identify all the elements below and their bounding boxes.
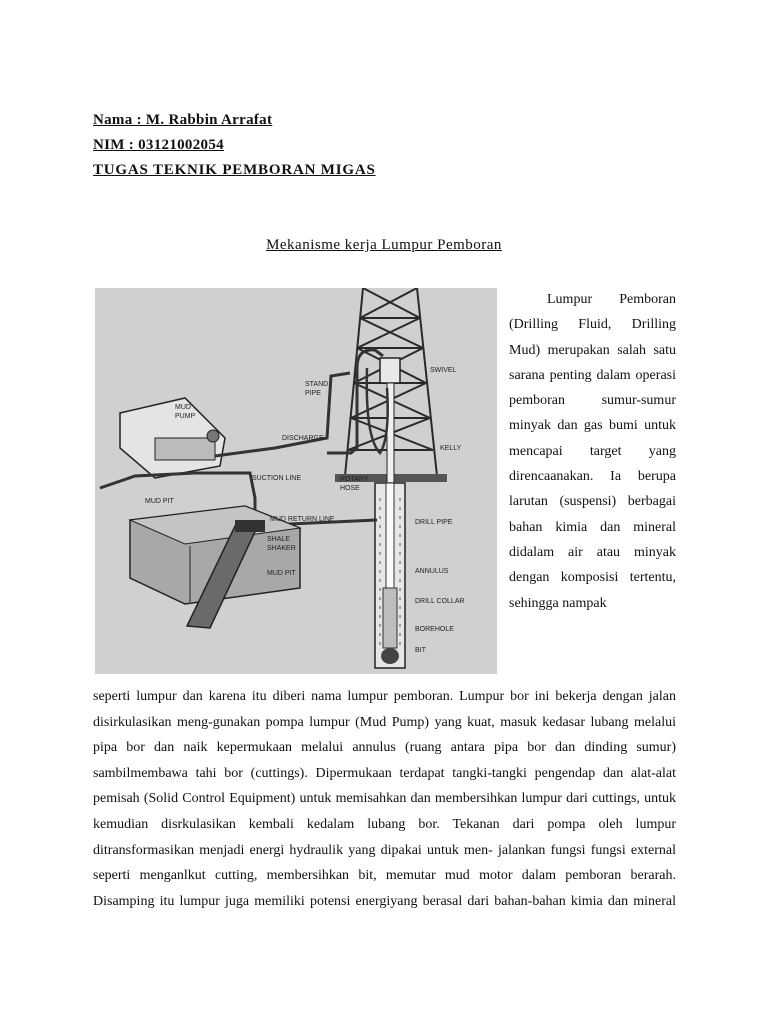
label-mud-pump-1: MUD (175, 404, 191, 411)
label-stand-pipe-2: PIPE (305, 390, 321, 397)
student-name: Nama : M. Rabbin Arrafat (93, 112, 273, 128)
label-mud-pit-bottom: MUD PIT (267, 570, 296, 577)
body-paragraph (93, 684, 676, 914)
side-paragraph-text: Lumpur Pemboran (Drilling Fluid, Drilling Mud) merupakan salah satu sarana penting dalam operasi pemboran sumur-sumur minyak dan gas bumi untuk mencapai target yang direncaanakan. Ia berupa larutan (suspensi) berbagai bahan kimia dan mineral didalam air atau minyak dengan komposisi tertentu, sehingga nampak (509, 292, 676, 611)
wellbore (375, 483, 405, 668)
label-kelly: KELLY (440, 445, 462, 452)
label-rotary-hose-2: HOSE (340, 485, 360, 492)
label-mud-pump-2: PUMP (175, 413, 196, 420)
drilling-rig-diagram (95, 288, 497, 674)
swivel (380, 358, 400, 383)
label-shale-shaker-2: SHAKER (267, 545, 296, 552)
student-nim: NIM : 03121002054 (93, 137, 224, 153)
label-bit: BIT (415, 647, 426, 654)
label-drill-pipe: DRILL PIPE (415, 519, 453, 526)
label-annulus: ANNULUS (415, 568, 449, 575)
label-drill-collar: DRILL COLLAR (415, 598, 465, 605)
label-stand-pipe-1: STAND (305, 381, 329, 388)
assignment-title: TUGAS TEKNIK PEMBORAN MIGAS (93, 162, 376, 178)
document-title: Mekanisme kerja Lumpur Pemboran (266, 237, 502, 253)
label-swivel: SWIVEL (430, 367, 457, 374)
body-paragraph-text: seperti lumpur dan karena itu diberi nama lumpur pemboran. Lumpur bor ini bekerja dengan jalan disirkulasikan meng-gunakan pompa lumpur (Mud Pump) yang kuat, masuk kedasar lubang melalui pipa bor dan naik kepermukaan melalui annulus (ruang antara pipa bor dan dinding sumur) sambilmembawa tahi bor (cuttings). Dipermukaan terdapat tangki-tangki pengendap dan alat-alat pemisah (Solid Control Equipment) untuk memisahkan dan membersihkan lumpur dari cuttings, untuk kemudian disrkulasikan kembali kedalam lubang bor. Tekanan dari pompa oleh lumpur ditransformasikan menjadi energi hydraulik yang dipakai untuk men- jalankan fungsi fungsi external seperti menganlkut cutting, membersihkan bit, memutar mud motor dalam pemboran berarah. Disamping itu lumpur juga memiliki potensi energiyang berasal dari bahan-bahan kimia dan mineral (93, 689, 676, 909)
label-mud-return-line: MUD RETURN LINE (270, 516, 335, 523)
label-borehole: BOREHOLE (415, 626, 454, 633)
label-mud-pit-top: MUD PIT (145, 498, 174, 505)
label-rotary-hose-1: ROTARY (340, 476, 369, 483)
side-paragraph (509, 287, 676, 616)
label-discharge: DISCHARGE (282, 435, 324, 442)
label-shale-shaker-1: SHALE (267, 536, 290, 543)
label-suction-line: SUCTION LINE (252, 475, 302, 482)
